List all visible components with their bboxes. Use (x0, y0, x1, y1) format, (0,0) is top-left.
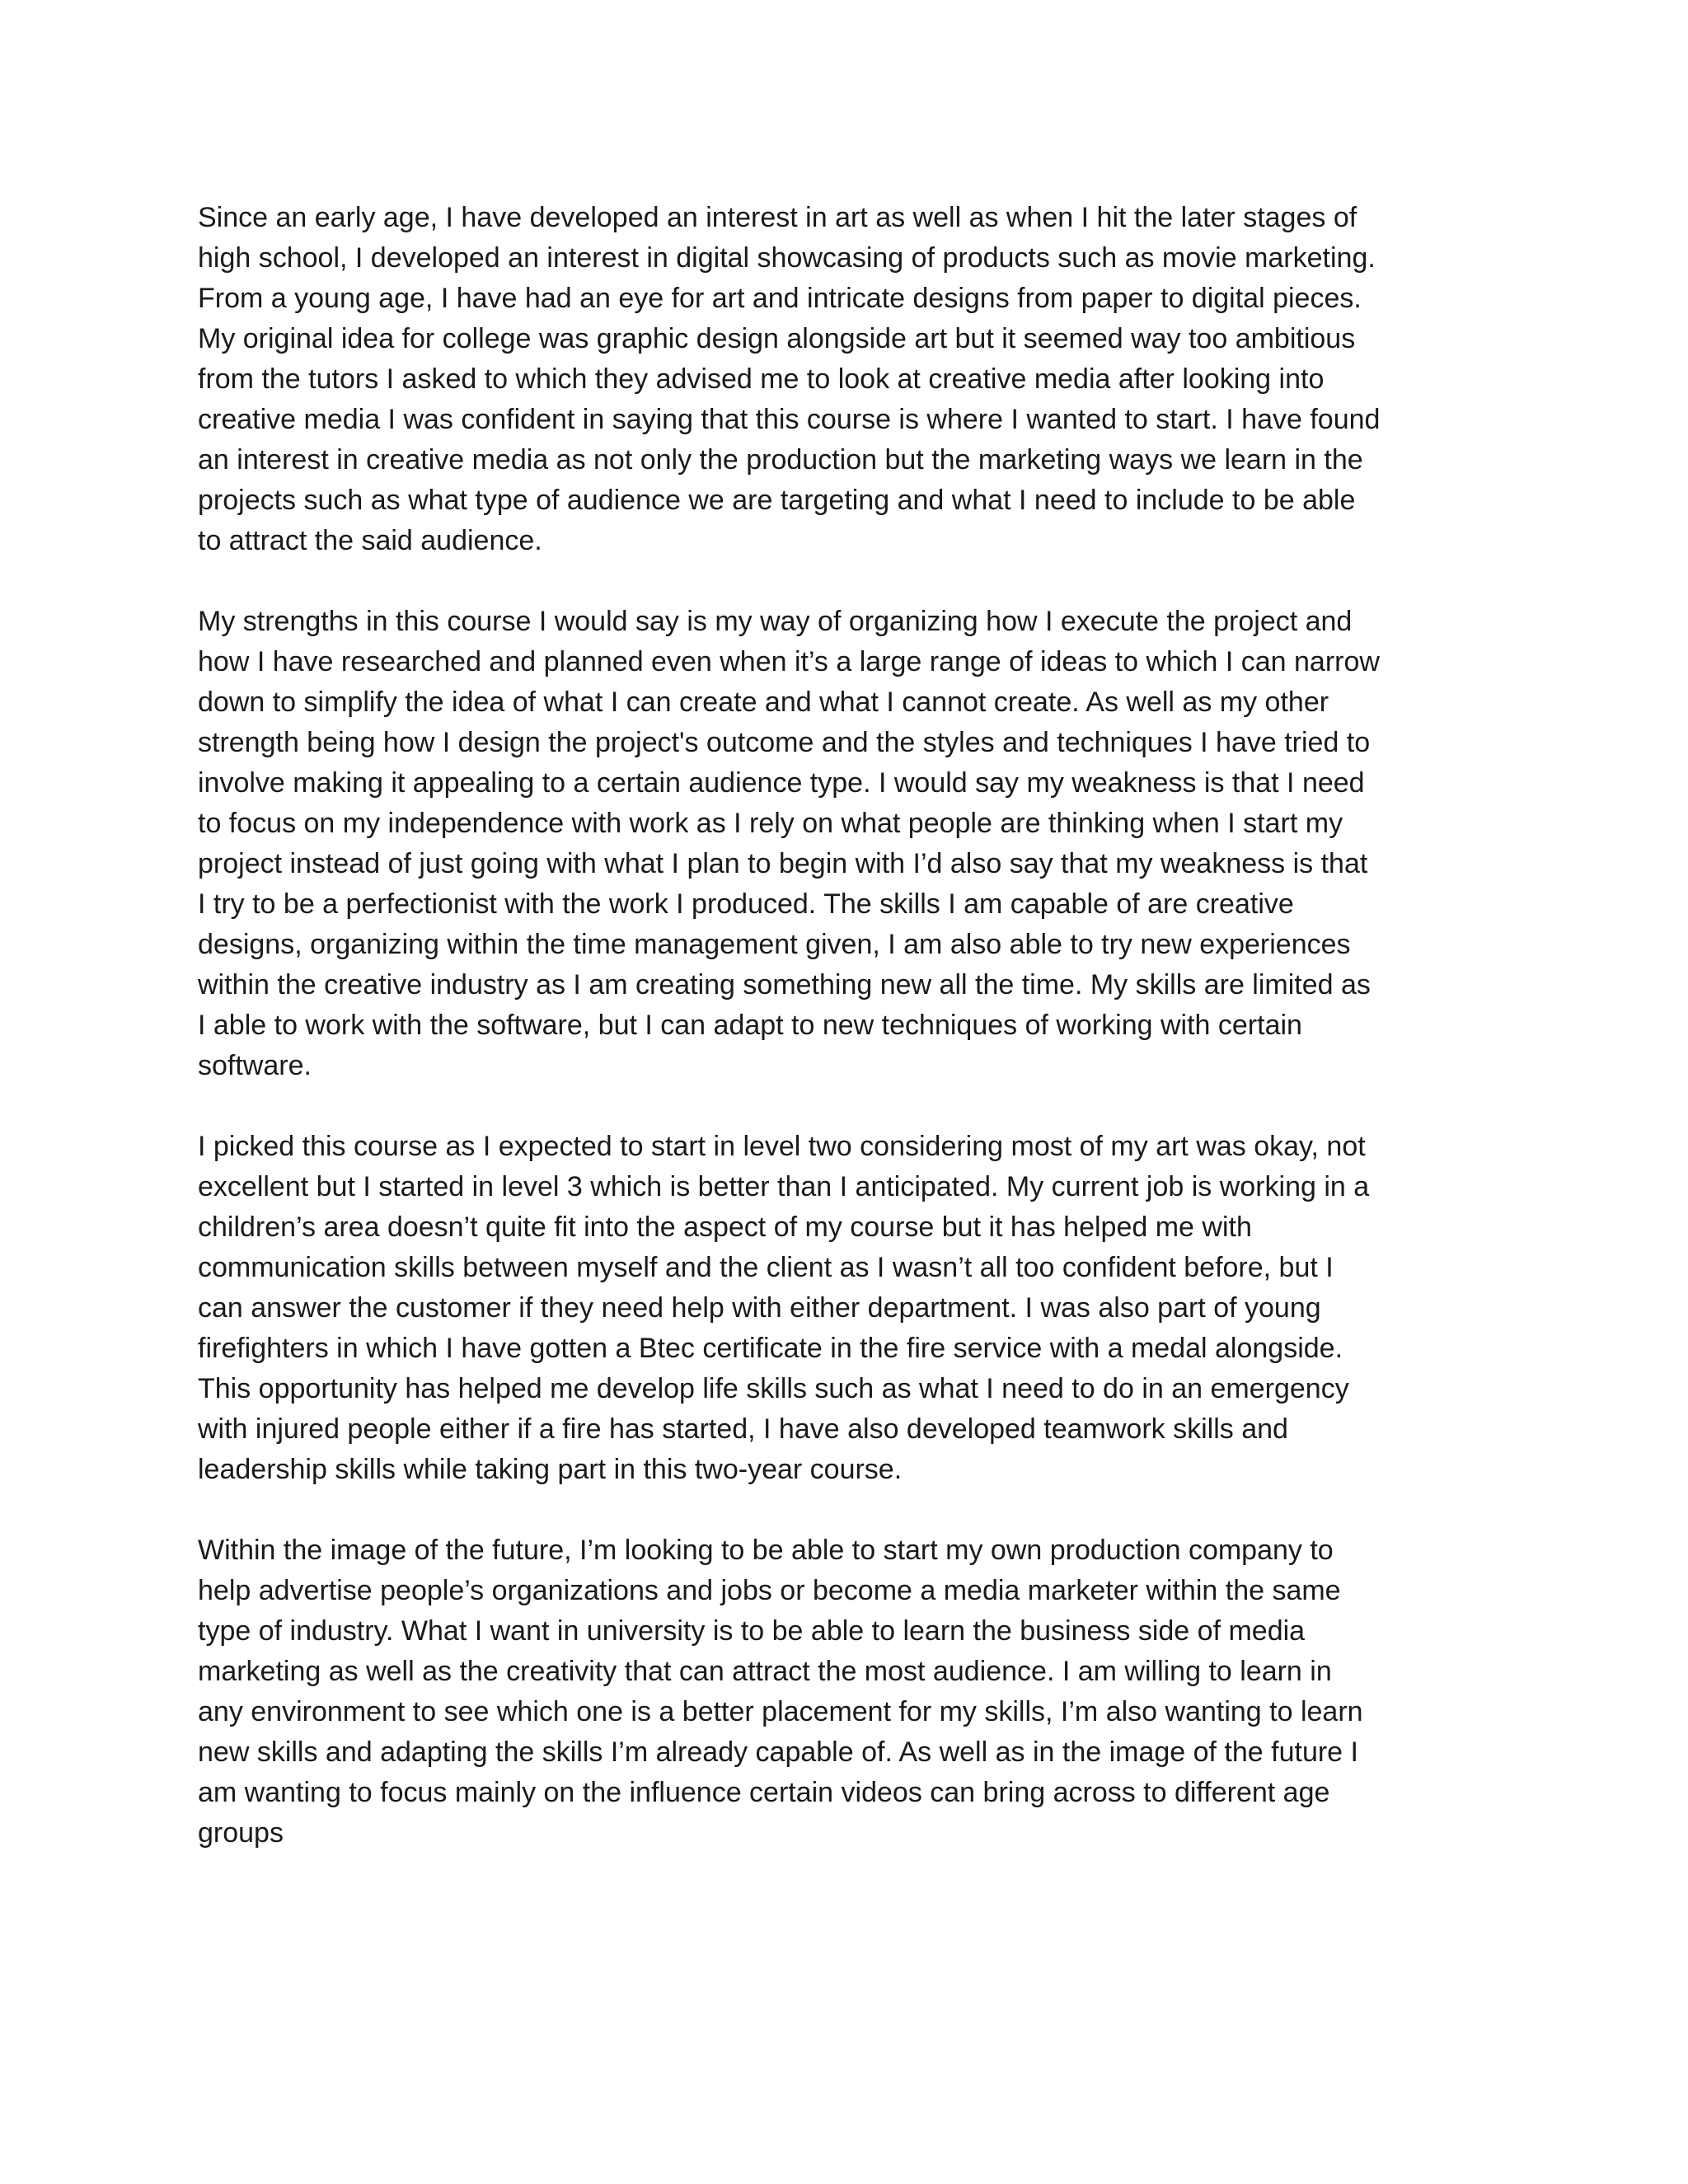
text-line: children’s area doesn’t quite fit into the aspect of my course but it has helped me with (198, 1212, 1252, 1243)
text-line: Since an early age, I have developed an interest in art as well as when I hit the later stages of (198, 202, 1357, 233)
paragraph-2 (198, 602, 1489, 1086)
text-line: excellent but I started in level 3 which is better than I anticipated. My current job is working in a (198, 1171, 1370, 1202)
text-line: projects such as what type of audience we are targeting and what I need to include to be able (198, 485, 1356, 516)
text-line: My strengths in this course I would say is my way of organizing how I execute the project and (198, 606, 1353, 637)
text-line: to attract the said audience. (198, 525, 542, 556)
text-line: I picked this course as I expected to start in level two considering most of my art was okay, not (198, 1131, 1366, 1162)
text-line: This opportunity has helped me develop life skills such as what I need to do in an emergency (198, 1373, 1349, 1404)
text-line: From a young age, I have had an eye for art and intricate designs from paper to digital pieces. (198, 283, 1362, 314)
text-line: an interest in creative media as not only the production but the marketing ways we learn in the (198, 444, 1363, 476)
text-line: creative media I was confident in saying that this course is where I wanted to start. I have found (198, 404, 1381, 435)
text-line: project instead of just going with what I plan to begin with I’d also say that my weakness is that (198, 848, 1368, 879)
text-line: help advertise people’s organizations and jobs or become a media marketer within the same (198, 1575, 1341, 1606)
text-line: leadership skills while taking part in this two-year course. (198, 1454, 903, 1485)
text-line: I try to be a perfectionist with the work I produced. The skills I am capable of are creative (198, 888, 1294, 920)
text-line: new skills and adapting the skills I’m already capable of. As well as in the image of the future I (198, 1736, 1358, 1768)
text-line: can answer the customer if they need help with either department. I was also part of young (198, 1292, 1321, 1324)
text-line: involve making it appealing to a certain audience type. I would say my weakness is that I need (198, 767, 1365, 799)
text-line: down to simplify the idea of what I can create and what I cannot create. As well as my other (198, 687, 1329, 718)
text-line: software. (198, 1050, 312, 1081)
text-line: to focus on my independence with work as I rely on what people are thinking when I start my (198, 808, 1343, 839)
paragraph-3 (198, 1127, 1489, 1490)
text-line: I able to work with the software, but I can adapt to new techniques of working with certain (198, 1010, 1302, 1041)
text-line: firefighters in which I have gotten a Btec certificate in the fire service with a medal alongside. (198, 1333, 1343, 1364)
text-line: high school, I developed an interest in digital showcasing of products such as movie marketing. (198, 242, 1376, 274)
text-line: designs, organizing within the time management given, I am also able to try new experiences (198, 929, 1351, 960)
paragraph-4 (198, 1530, 1489, 1854)
text-line: how I have researched and planned even when it’s a large range of ideas to which I can narrow (198, 646, 1380, 677)
text-line: type of industry. What I want in university is to be able to learn the business side of media (198, 1615, 1306, 1647)
text-line: Within the image of the future, I’m looking to be able to start my own production company to (198, 1535, 1334, 1566)
text-line: groups (198, 1817, 284, 1849)
text-line: with injured people either if a fire has started, I have also developed teamwork skills and (198, 1413, 1288, 1445)
document-body (198, 198, 1489, 1894)
paragraph-1 (198, 198, 1489, 561)
text-line: from the tutors I asked to which they advised me to look at creative media after looking into (198, 363, 1325, 395)
text-line: communication skills between myself and the client as I wasn’t all too confident before, but I (198, 1252, 1334, 1283)
text-line: within the creative industry as I am creating something new all the time. My skills are limited as (198, 969, 1371, 1001)
text-line: any environment to see which one is a better placement for my skills, I’m also wanting to learn (198, 1696, 1363, 1727)
text-line: strength being how I design the project's outcome and the styles and techniques I have tried to (198, 727, 1371, 758)
text-line: marketing as well as the creativity that can attract the most audience. I am willing to learn in (198, 1656, 1332, 1687)
text-line: am wanting to focus mainly on the influence certain videos can bring across to different age (198, 1777, 1330, 1808)
text-line: My original idea for college was graphic design alongside art but it seemed way too ambitious (198, 323, 1356, 354)
